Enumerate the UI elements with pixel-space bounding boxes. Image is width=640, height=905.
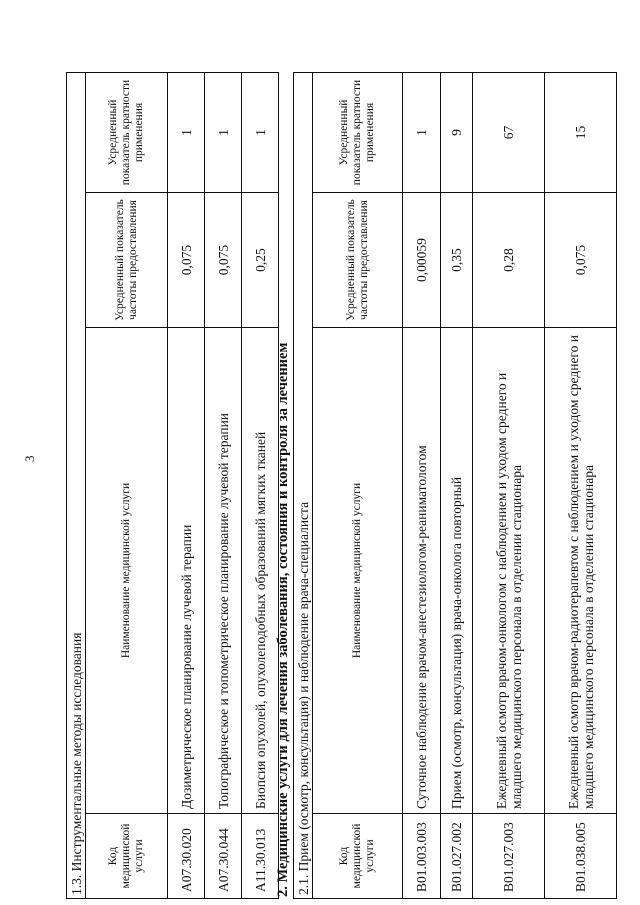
frequency-value: 0,075 [168, 193, 205, 328]
page-number: 3 [22, 455, 37, 462]
header-frequency: Усредненный показатель частоты предоставления [86, 193, 168, 328]
service-name: Прием (осмотр, консультация) врача-онколога повторный [441, 328, 473, 814]
multiplicity-value: 1 [168, 72, 205, 192]
service-code: B01.027.003 [473, 814, 545, 899]
multiplicity-value: 1 [205, 72, 242, 192]
service-code: A07.30.020 [168, 814, 205, 899]
table-row [403, 72, 441, 898]
instrumental-methods-table [66, 72, 279, 899]
multiplicity-value: 67 [473, 72, 545, 192]
header-multiplicity: Усредненный показатель кратности применения [86, 72, 168, 192]
section-treatment-services [275, 73, 617, 899]
specialist-consultation-table [293, 72, 617, 899]
table-row [441, 72, 473, 898]
header-code: Код медицинской услуги [86, 814, 168, 899]
table-row [473, 72, 545, 898]
frequency-value: 0,075 [205, 193, 242, 328]
service-code: A07.30.044 [205, 814, 242, 899]
header-name: Наименование медицинской услуги [86, 328, 168, 814]
service-code: B01.003.003 [403, 814, 441, 899]
service-code: B01.038.005 [545, 814, 617, 899]
header-multiplicity: Усредненный показатель кратности применения [313, 72, 403, 192]
header-name: Наименование медицинской услуги [313, 328, 403, 814]
table-row [545, 72, 617, 898]
multiplicity-value: 15 [545, 72, 617, 192]
header-frequency: Усредненный показатель частоты предоставления [313, 193, 403, 328]
multiplicity-value: 9 [441, 72, 473, 192]
service-name: Ежедневный осмотр врачом-онкологом с наблюдением и уходом среднего и младшего медицинского персонала в отделении стационара [473, 328, 545, 814]
header-code: Код медицинской услуги [313, 814, 403, 899]
table-row [168, 72, 205, 898]
table-caption-row [294, 72, 313, 898]
frequency-value: 0,00059 [403, 193, 441, 328]
table-header-row [86, 72, 168, 898]
service-name: Топографическое и топометрическое планирование лучевой терапии [205, 328, 242, 814]
section-subheading: 1.3. Инструментальные методы исследования [67, 72, 86, 898]
frequency-value: 0,25 [242, 193, 279, 328]
multiplicity-value: 1 [403, 72, 441, 192]
table-caption-row [67, 72, 86, 898]
section-instrumental-methods [66, 73, 279, 899]
frequency-value: 0,28 [473, 193, 545, 328]
multiplicity-value: 1 [242, 72, 279, 192]
table-header-row [313, 72, 403, 898]
service-code: B01.027.002 [441, 814, 473, 899]
service-name: Биопсия опухолей, опухолеподобных образований мягких тканей [242, 328, 279, 814]
frequency-value: 0,075 [545, 193, 617, 328]
service-code: A11.30.013 [242, 814, 279, 899]
table-row [205, 72, 242, 898]
service-name: Дозиметрическое планирование лучевой терапии [168, 328, 205, 814]
service-name: Ежедневный осмотр врачом-радиотерапевтом с наблюдением и уходом среднего и младшего медицинского персонала в отделении стационара [545, 328, 617, 814]
frequency-value: 0,35 [441, 193, 473, 328]
section-heading: 2. Медицинские услуги для лечения заболевания, состояния и контроля за лечением [275, 342, 291, 897]
table-row [242, 72, 279, 898]
service-name: Суточное наблюдение врачом-анестезиологом-реаниматологом [403, 328, 441, 814]
section-subheading: 2.1. Прием (осмотр, консультация) и наблюдение врача-специалиста [294, 72, 313, 898]
